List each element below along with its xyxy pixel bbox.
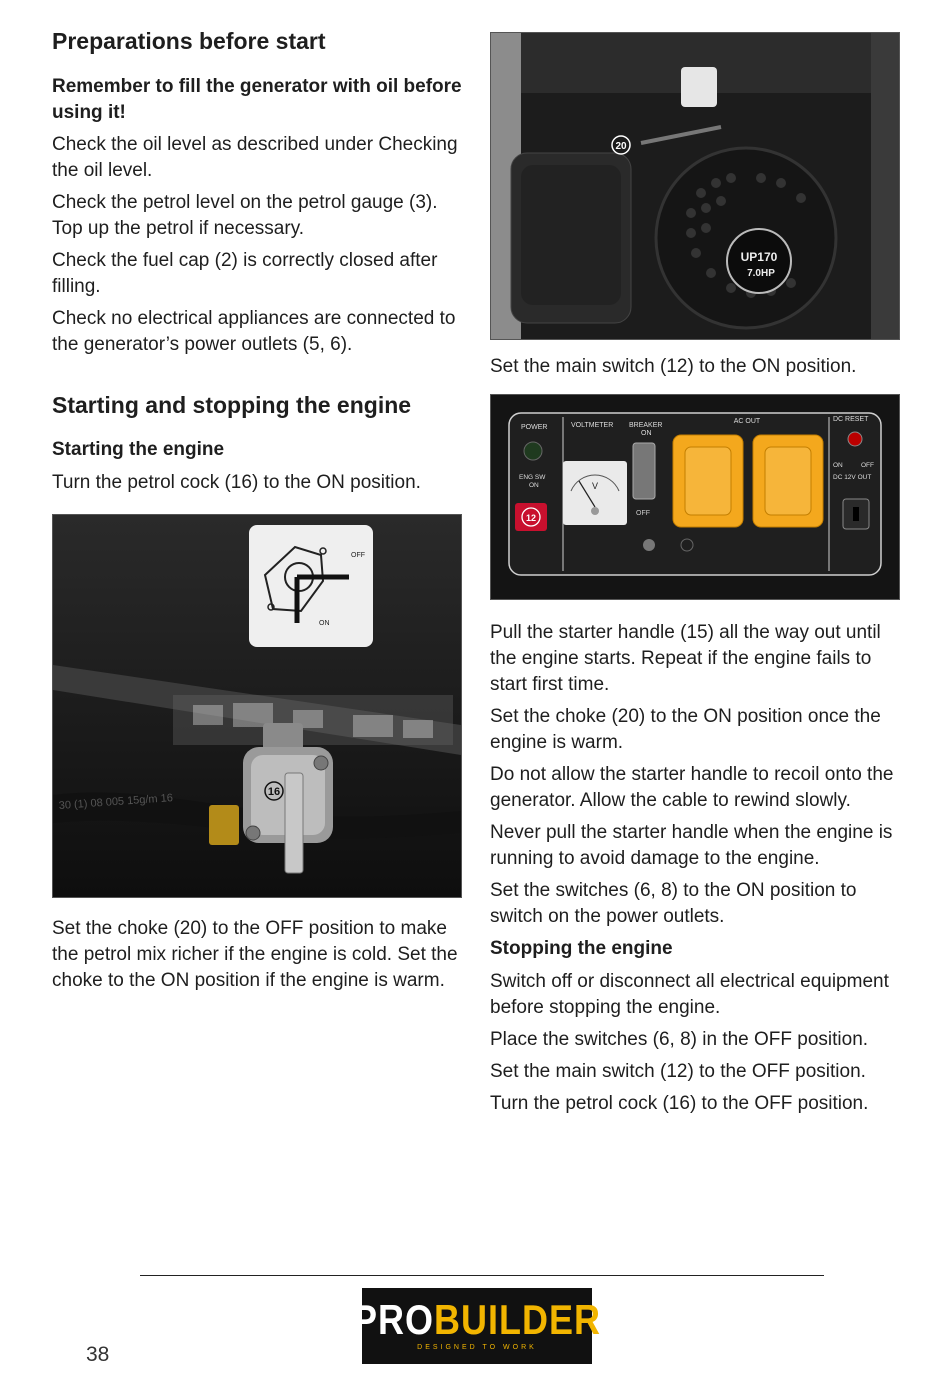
section-title-preparations: Preparations before start: [52, 28, 326, 54]
prep-paragraph: Check the oil level as described under Checking the oil level.: [52, 133, 458, 181]
logo-pro: PRO: [353, 1295, 435, 1343]
engine-photo: [490, 32, 900, 340]
panel-label-dc-on: ON: [833, 462, 843, 469]
engine-hp-badge: 7.0HP: [747, 268, 775, 279]
control-panel-illustration: [491, 395, 899, 599]
subheading-starting-engine: Starting the engine: [52, 439, 225, 461]
panel-label-eng-sw: ENG SW: [519, 474, 546, 481]
left-column: [52, 28, 464, 1000]
probuilder-logo: [353, 1288, 602, 1364]
cock-label-on: ON: [319, 619, 330, 627]
engine-model-badge: UP170: [740, 250, 778, 264]
panel-label-ac-out: AC OUT: [733, 418, 761, 425]
petrol-cock-photo: [52, 514, 462, 898]
stop-paragraph: Switch off or disconnect all electrical equipment before stopping the engine.: [490, 970, 889, 1018]
step-paragraph: Never pull the starter handle when the engine is running to avoid damage to the engine.: [490, 822, 893, 869]
step-paragraph: Do not allow the starter handle to recoil onto the generator. Allow the cable to rewind slowly.: [490, 764, 894, 811]
engine-illustration: [491, 33, 899, 339]
panel-label-breaker-off: OFF: [636, 510, 650, 517]
prep-paragraph: Check the petrol level on the petrol gauge (3). Top up the petrol if necessary.: [52, 191, 438, 239]
petrol-cock-paragraph: Turn the petrol cock (16) to the ON position.: [52, 471, 421, 493]
logo-tagline: DESIGNED TO WORK: [417, 1343, 537, 1351]
hose-print: 30 (1) 08 005 15g/m 16: [58, 791, 174, 812]
step-paragraph: Pull the starter handle (15) all the way out until the engine starts. Repeat if the engine fails to start first time.: [490, 622, 881, 695]
prep-paragraph: Check the fuel cap (2) is correctly closed after filling.: [52, 249, 438, 297]
callout-12: 12: [525, 513, 537, 523]
step-paragraph: Set the switches (6, 8) to the ON position to switch on the power outlets.: [490, 880, 857, 927]
control-panel-photo: [490, 394, 900, 600]
callout-16: 16: [267, 785, 281, 798]
subheading-stopping-engine: Stopping the engine: [490, 938, 673, 959]
footer-divider: [140, 1275, 824, 1276]
section-title-starting-stopping: Starting and stopping the engine: [52, 391, 412, 418]
panel-label-eng-on: ON: [529, 482, 539, 489]
panel-label-voltmeter: VOLTMETER: [571, 422, 614, 429]
step-paragraph: Set the choke (20) to the ON position once the engine is warm.: [490, 706, 881, 753]
page-number: 38: [86, 1343, 110, 1366]
petrol-cock-illustration: [53, 515, 461, 897]
panel-label-breaker-on: ON: [641, 430, 652, 437]
panel-label-dc-off: OFF: [861, 462, 874, 469]
logo-builder: BUILDER: [434, 1295, 602, 1343]
right-column: [490, 32, 900, 1123]
voltmeter-unit: V: [591, 481, 599, 491]
panel-label-dc-out: DC 12V OUT: [833, 474, 872, 481]
stop-paragraph: Place the switches (6, 8) in the OFF position.: [490, 1028, 869, 1050]
choke-cold-paragraph: Set the choke (20) to the OFF position to make the petrol mix richer if the engine is cold. Set the choke to the ON position if the engine is warm.: [52, 917, 458, 991]
panel-label-dc-reset: DC RESET: [833, 416, 869, 423]
panel-label-breaker: BREAKER: [629, 422, 663, 429]
prep-paragraph: Check no electrical appliances are connected to the generator’s power outlets (5, 6).: [52, 307, 456, 355]
cock-label-off: OFF: [351, 551, 365, 559]
callout-20: 20: [615, 141, 627, 152]
starting-steps: [490, 620, 900, 1117]
stop-paragraph: Set the main switch (12) to the OFF position.: [490, 1060, 866, 1082]
main-switch-paragraph: Set the main switch (12) to the ON position.: [490, 356, 857, 377]
stop-paragraph: Turn the petrol cock (16) to the OFF position.: [490, 1092, 869, 1114]
logo-wordmark: [353, 1295, 602, 1343]
oil-warning: Remember to fill the generator with oil before using it!: [52, 75, 462, 123]
panel-label-power: POWER: [521, 424, 548, 431]
